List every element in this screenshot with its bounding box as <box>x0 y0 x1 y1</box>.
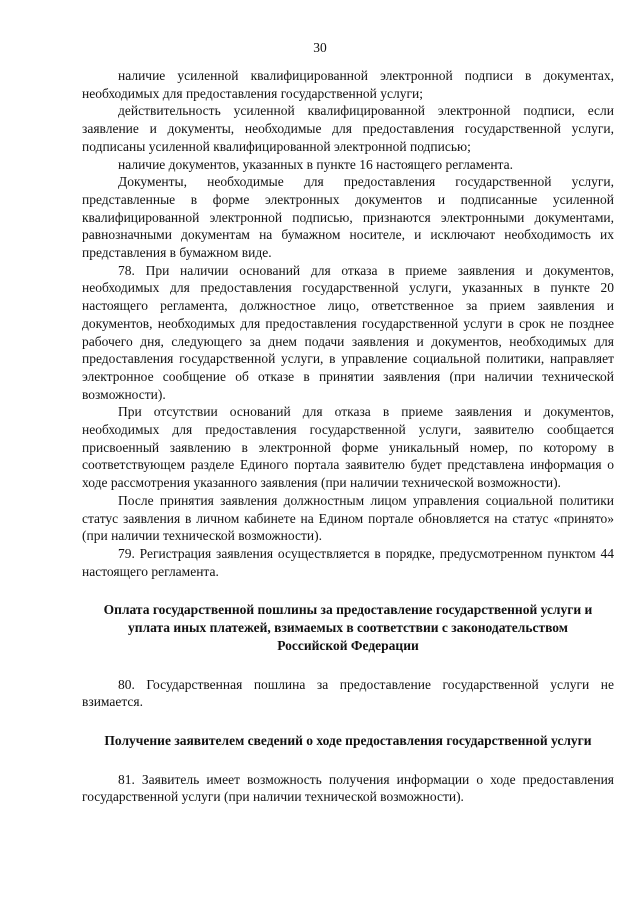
paragraph-documents-presence: наличие документов, указанных в пункте 16 настоящего регламента. <box>118 156 513 172</box>
heading-state-fee: Оплата государственной пошлины за предоставление государственной услуги и уплата иных платежей, взимаемых в соответствии с законодательством Российской Федерации <box>103 602 593 653</box>
paragraph-status-accepted: После принятия заявления должностным лицом управления социальной политики статус заявления в личном кабинете на Едином портале обновляется на статус «принято» (при наличии технической возможности). <box>82 492 614 544</box>
paragraph-80: 80. Государственная пошлина за предоставление государственной услуги не взимается. <box>82 676 614 710</box>
paragraph-78: 78. При наличии оснований для отказа в приеме заявления и документов, необходимых для предоставления государственной услуги, указанных в пункте 20 настоящего регламента, должностное лицо, ответственное за прием заявления и документов, необходимых для предоставления государственной услуги в срок не позднее рабочего дня, следующего за днем подачи заявления и документов, необходимых для предоставления государственной услуги, в управление социальной политики, направляет электронное сообщение об отказе в принятии заявления (при наличии технической возможности). <box>82 262 614 402</box>
document-body <box>82 67 614 806</box>
paragraph-signature-validity: действительность усиленной квалифицированной электронной подписи, если заявление и документы, необходимые для предоставления государственной услуги, подписаны усиленной квалифицированной электронной подписью; <box>82 103 614 154</box>
paragraph-81: 81. Заявитель имеет возможность получения информации о ходе предоставления государственной услуги (при наличии технической возможности). <box>82 771 614 805</box>
paragraph-no-refusal: При отсутствии оснований для отказа в приеме заявления и документов, необходимых для предоставления государственной услуги, заявителю сообщается присвоенный заявлению в электронной форме уникальный номер, по которому в соответствующем разделе Единого портала заявителю будет представлена информация о ходе рассмотрения указанного заявления (при наличии технической возможности). <box>82 404 614 491</box>
paragraph-electronic-documents: Документы, необходимые для предоставления государственной услуги, представленные в форме электронных документов и подписанные усиленной квалифицированной электронной подписью, признаются электронными документами, равнозначными документам на бумажном носителе, и исключают необходимость их представления в бумажном виде. <box>82 174 614 261</box>
paragraph-79: 79. Регистрация заявления осуществляется в порядке, предусмотренном пунктом 44 настоящего регламента. <box>82 545 614 579</box>
page-number: 30 <box>313 40 327 55</box>
paragraph-signature-presence: наличие усиленной квалифицированной электронной подписи в документах, необходимых для предоставления государственной услуги; <box>82 68 614 101</box>
heading-service-progress: Получение заявителем сведений о ходе предоставления государственной услуги <box>104 732 592 748</box>
